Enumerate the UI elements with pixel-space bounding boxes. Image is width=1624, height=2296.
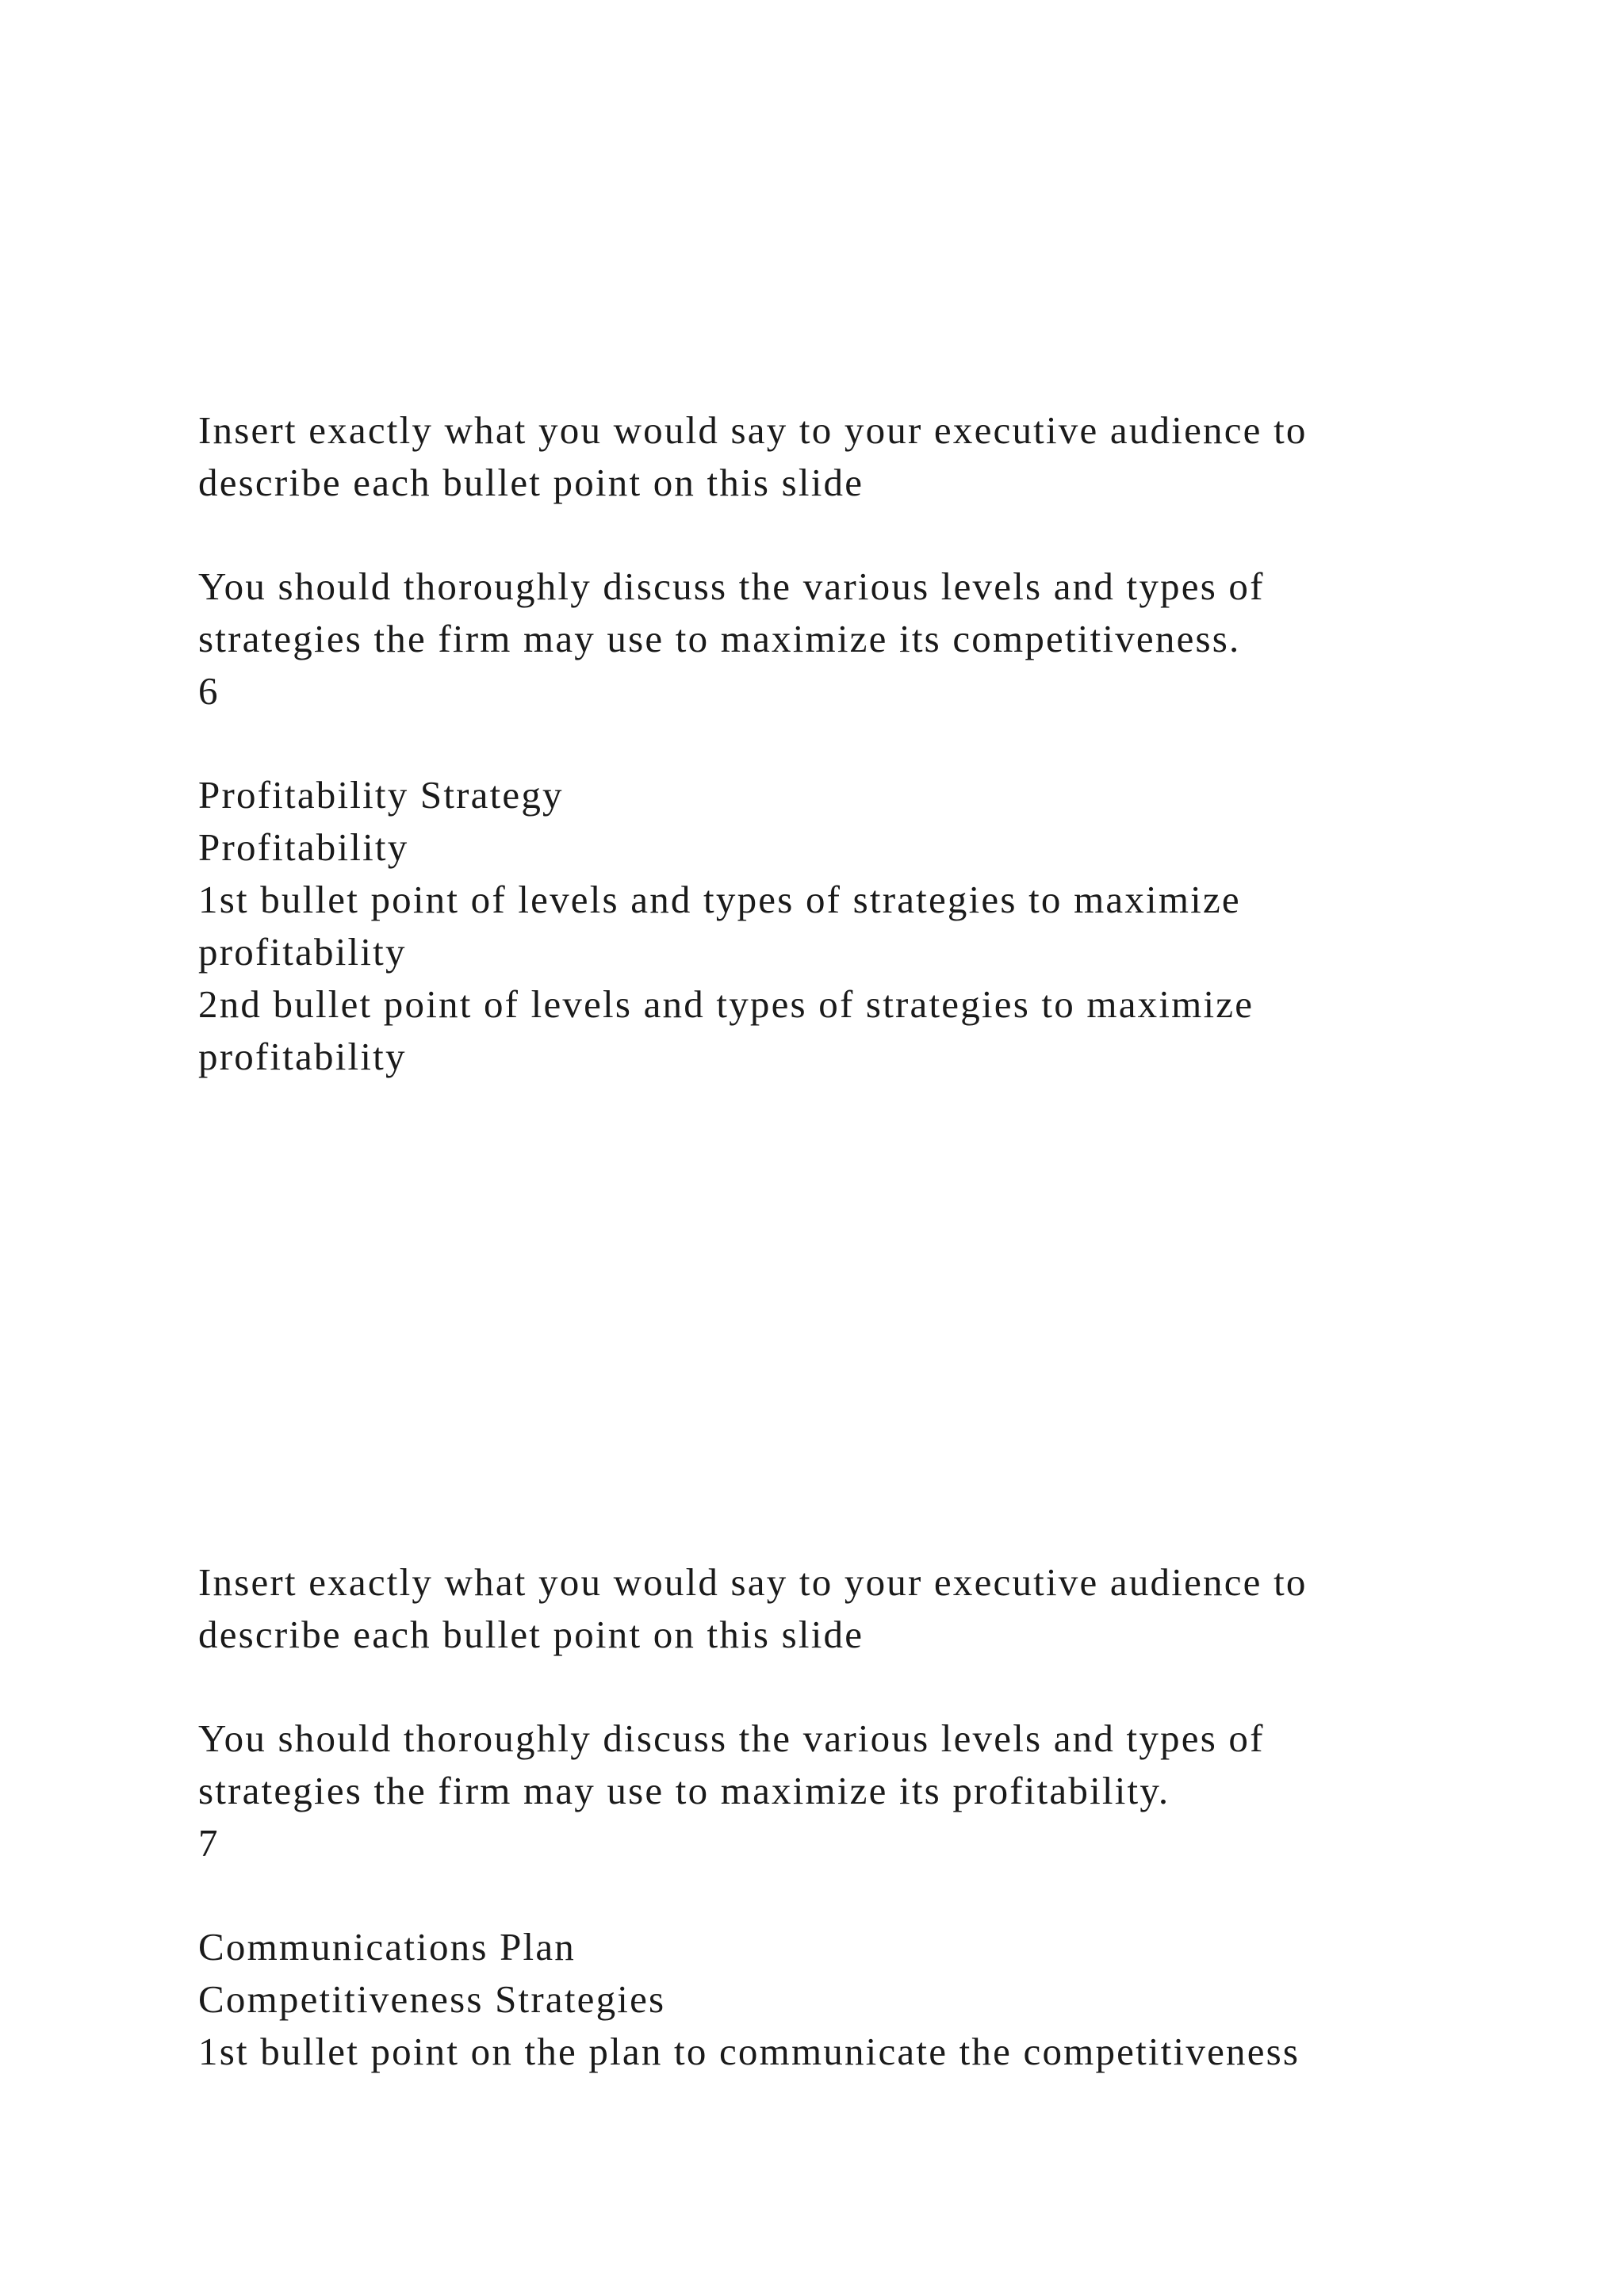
instruction-line: strategies the firm may use to maximize its profitability. [198, 1769, 1170, 1812]
instruction-line: You should thoroughly discuss the various levels and types of [198, 1716, 1265, 1760]
slide-heading: Profitability [198, 825, 409, 869]
bullet-point-line: 1st bullet point on the plan to communicate the competitiveness [198, 2030, 1300, 2073]
bullet-point-line: 1st bullet point of levels and types of strategies to maximize [198, 878, 1241, 921]
bullet-point-line: profitability [198, 1035, 407, 1078]
instruction-line: strategies the firm may use to maximize its competitiveness. [198, 617, 1241, 660]
bullet-point-line: profitability [198, 930, 407, 974]
speaker-note-line: describe each bullet point on this slide [198, 461, 864, 504]
slide-number: 7 [198, 1821, 220, 1865]
speaker-note-line: Insert exactly what you would say to your executive audience to [198, 1560, 1308, 1604]
instruction-line: You should thoroughly discuss the various levels and types of [198, 564, 1265, 608]
slide-number: 6 [198, 669, 220, 713]
slide-title: Communications Plan [198, 1925, 576, 1969]
bullet-point-line: 2nd bullet point of levels and types of strategies to maximize [198, 982, 1254, 1026]
slide-heading: Competitiveness Strategies [198, 1977, 666, 2021]
speaker-note-line: Insert exactly what you would say to your executive audience to [198, 408, 1308, 452]
speaker-note-line: describe each bullet point on this slide [198, 1613, 864, 1656]
slide-title: Profitability Strategy [198, 773, 564, 817]
